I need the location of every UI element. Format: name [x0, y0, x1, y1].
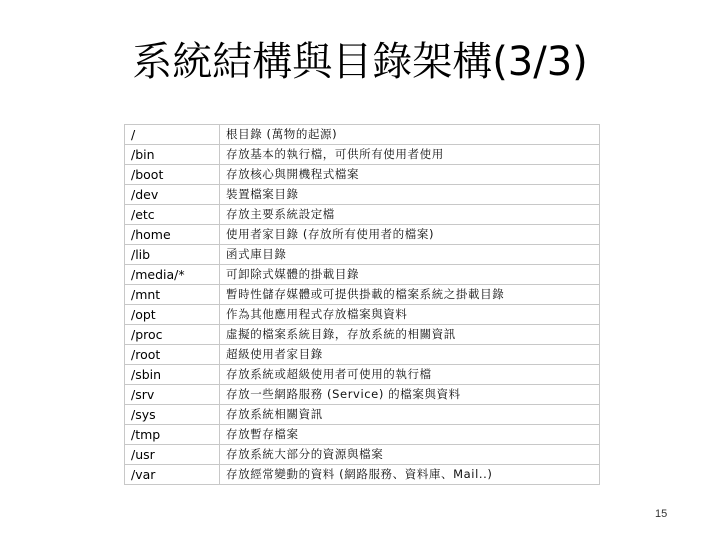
table-row	[125, 405, 600, 425]
directory-description: 存放基本的執行檔，可供所有使用者使用	[220, 145, 600, 165]
directory-description: 函式庫目錄	[220, 245, 600, 265]
table-row	[125, 385, 600, 405]
directory-description: 虛擬的檔案系統目錄，存放系統的相關資訊	[220, 325, 600, 345]
directory-path: /	[125, 125, 220, 145]
directory-description: 存放主要系統設定檔	[220, 205, 600, 225]
directory-path: /sys	[125, 405, 220, 425]
directory-path: /dev	[125, 185, 220, 205]
directory-description: 超級使用者家目錄	[220, 345, 600, 365]
table-row	[125, 205, 600, 225]
directory-path: /bin	[125, 145, 220, 165]
table-row	[125, 285, 600, 305]
directory-path: /boot	[125, 165, 220, 185]
table-row	[125, 445, 600, 465]
directory-path: /proc	[125, 325, 220, 345]
directory-path: /opt	[125, 305, 220, 325]
table-row	[125, 125, 600, 145]
table-row	[125, 245, 600, 265]
directory-path: /root	[125, 345, 220, 365]
directory-table	[124, 124, 600, 485]
table-row	[125, 265, 600, 285]
table-row	[125, 305, 600, 325]
directory-path: /sbin	[125, 365, 220, 385]
directory-path: /var	[125, 465, 220, 485]
directory-description: 根目錄 (萬物的起源)	[220, 125, 600, 145]
table-row	[125, 465, 600, 485]
directory-path: /srv	[125, 385, 220, 405]
directory-path: /usr	[125, 445, 220, 465]
directory-description: 可卸除式媒體的掛載目錄	[220, 265, 600, 285]
table-row	[125, 365, 600, 385]
slide-title: 系統結構與目錄架構(3/3)	[132, 39, 588, 85]
table-row	[125, 225, 600, 245]
directory-description: 暫時性儲存媒體或可提供掛載的檔案系統之掛載目錄	[220, 285, 600, 305]
directory-description: 使用者家目錄 (存放所有使用者的檔案)	[220, 225, 600, 245]
directory-description: 裝置檔案目錄	[220, 185, 600, 205]
directory-description: 作為其他應用程式存放檔案與資料	[220, 305, 600, 325]
table-row	[125, 185, 600, 205]
table-row	[125, 425, 600, 445]
directory-path: /lib	[125, 245, 220, 265]
directory-path: /tmp	[125, 425, 220, 445]
directory-description: 存放一些網路服務 (Service) 的檔案與資料	[220, 385, 600, 405]
table-row	[125, 345, 600, 365]
directory-description: 存放系統或超級使用者可使用的執行檔	[220, 365, 600, 385]
directory-path: /home	[125, 225, 220, 245]
page-number: 15	[655, 508, 668, 520]
table-row	[125, 145, 600, 165]
directory-path: /mnt	[125, 285, 220, 305]
table-row	[125, 325, 600, 345]
table-row	[125, 165, 600, 185]
directory-description: 存放系統相關資訊	[220, 405, 600, 425]
directory-description: 存放核心與開機程式檔案	[220, 165, 600, 185]
directory-description: 存放經常變動的資料 (網路服務、資料庫、Mail..)	[220, 465, 600, 485]
directory-description: 存放暫存檔案	[220, 425, 600, 445]
directory-description: 存放系統大部分的資源與檔案	[220, 445, 600, 465]
directory-path: /media/*	[125, 265, 220, 285]
directory-path: /etc	[125, 205, 220, 225]
directory-table-body	[125, 125, 600, 485]
